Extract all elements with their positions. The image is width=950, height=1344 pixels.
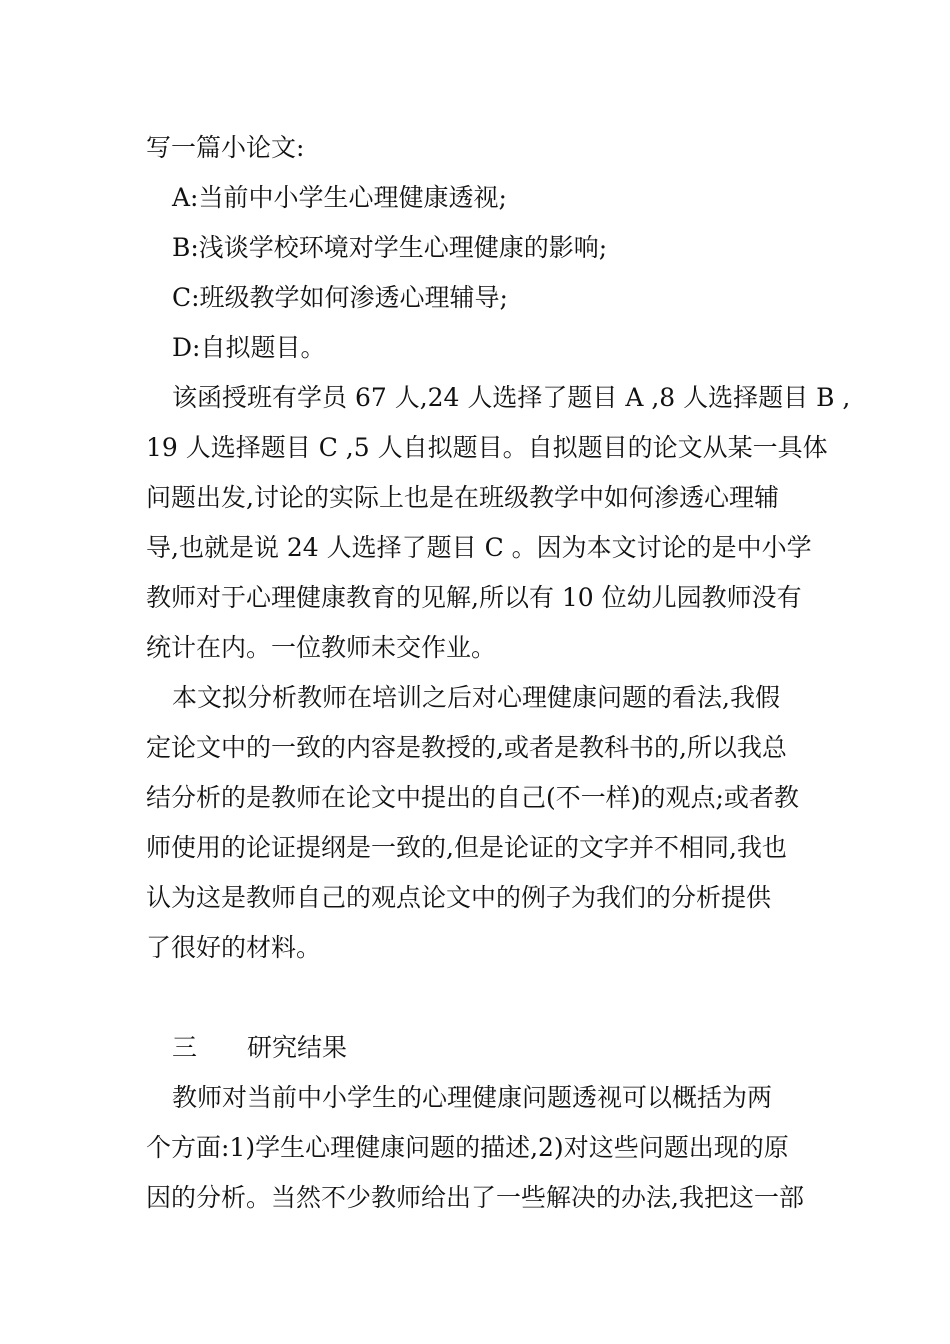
paragraph1-line: 该函授班有学员 67 人,24 人选择了题目 A ,8 人选择题目 B , [172, 383, 851, 412]
paragraph3-line: 教师对当前中小学生的心理健康问题透视可以概括为两 [172, 1083, 773, 1112]
paragraph2-line: 结分析的是教师在论文中提出的自己(不一样)的观点;或者教 [146, 783, 799, 812]
option-d: D:自拟题目。 [172, 333, 326, 362]
section-number: 三 [172, 1033, 198, 1062]
section-heading [172, 1033, 842, 1063]
paragraph3-line: 因的分析。当然不少教师给出了一些解决的办法,我把这一部 [146, 1183, 804, 1212]
option-c: C:班级教学如何渗透心理辅导; [172, 283, 508, 312]
paragraph2-line: 了很好的材料。 [146, 933, 322, 962]
paragraph2-line: 师使用的论证提纲是一致的,但是论证的文字并不相同,我也 [146, 833, 787, 862]
paragraph2-line: 定论文中的一致的内容是教授的,或者是教科书的,所以我总 [146, 733, 787, 762]
paragraph3-line: 个方面:1)学生心理健康问题的描述,2)对这些问题出现的原 [146, 1133, 789, 1162]
section-title: 研究结果 [247, 1033, 348, 1062]
paragraph1-line: 19 人选择题目 C ,5 人自拟题目。自拟题目的论文从某一具体 [146, 433, 828, 462]
paragraph1-line: 问题出发,讨论的实际上也是在班级教学中如何渗透心理辅 [146, 483, 779, 512]
paragraph1-line: 教师对于心理健康教育的见解,所以有 10 位幼儿园教师没有 [146, 583, 802, 612]
paragraph2-line: 认为这是教师自己的观点论文中的例子为我们的分析提供 [146, 883, 772, 912]
paragraph1-line: 导,也就是说 24 人选择了题目 C 。因为本文讨论的是中小学 [146, 533, 812, 562]
paragraph2-line: 本文拟分析教师在培训之后对心理健康问题的看法,我假 [172, 683, 780, 712]
option-a: A:当前中小学生心理健康透视; [172, 183, 507, 212]
paragraph1-line: 统计在内。一位教师未交作业。 [146, 633, 497, 662]
option-b: B:浅谈学校环境对学生心理健康的影响; [172, 233, 608, 262]
intro-line: 写一篇小论文: [146, 133, 305, 162]
